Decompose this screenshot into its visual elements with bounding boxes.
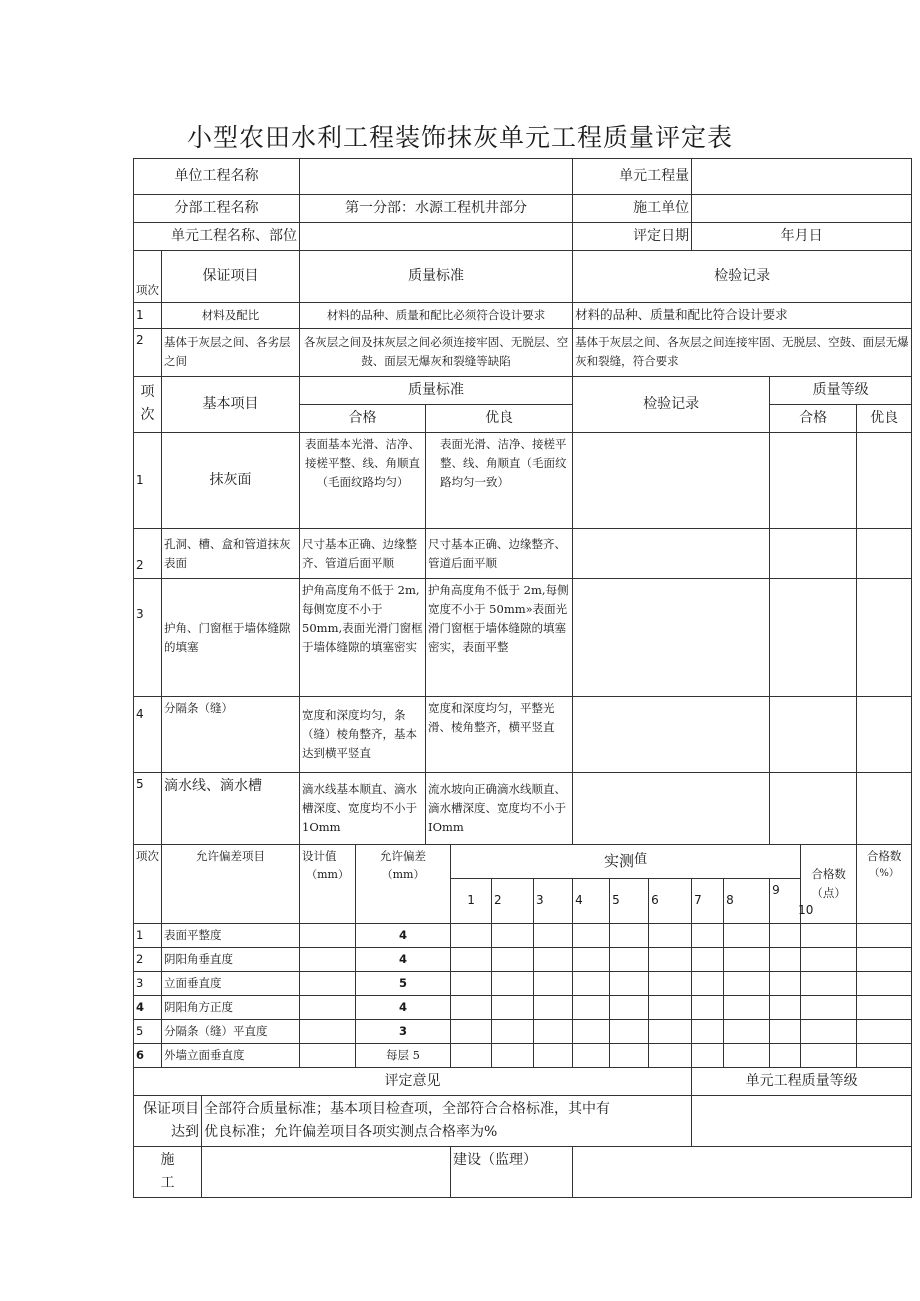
measured-cell[interactable] [649,923,692,947]
deviation-col-index: 项次 [134,845,162,924]
header-row-sub-project [134,195,912,223]
basic-good-standard: 表面光滑、洁净、接槎平整、线、角顺直（毛面纹路均匀一致） [426,433,573,529]
evaluation-opinion-text [202,1095,692,1146]
basic-grade-good[interactable] [857,697,912,773]
pass-rate-cell[interactable] [857,1043,912,1067]
basic-index: 3 [134,579,162,697]
basic-pass-standard: 护角高度角不低于 2m,每侧宽度不小于 50mm,表面光滑门窗框于墙体缝隙的填塞密实 [300,579,426,697]
deviation-col-measured-a: 实测 [604,852,635,871]
measured-cell[interactable] [692,923,724,947]
guarantee-row-2 [134,328,912,376]
guarantee-item: 材料及配比 [162,303,300,329]
measured-cell[interactable] [649,947,692,971]
deviation-col-pass-rate [857,845,912,924]
measured-cell[interactable] [649,971,692,995]
deviation-index: 3 [134,971,162,995]
basic-row-3 [134,579,912,697]
measure-point-1: 1 [451,879,492,924]
guarantee-col-standard: 质量标准 [300,251,573,303]
basic-col-index: 项次 [134,376,162,432]
element-name-value[interactable] [300,223,573,251]
basic-col-good: 优良 [426,404,573,432]
construction-label-a: 施 [160,1151,175,1168]
evaluation-opinion-label: 评定意见 [134,1067,692,1095]
basic-item: 抹灰面 [162,433,300,529]
measure-point-7: 7 [692,879,724,924]
basic-pass-standard: 滴水线基本顺直、滴水槽深度、宽度均不小于 1Omm [300,773,426,845]
measured-cell[interactable] [534,947,573,971]
basic-record[interactable] [573,579,770,697]
guarantee-col-record: 检验记录 [573,251,912,303]
basic-good-standard: 宽度和深度均匀，平整光滑、棱角整齐，横平竖直 [426,697,573,773]
basic-row-4 [134,697,912,773]
basic-record[interactable] [573,433,770,529]
basic-grade-pass[interactable] [770,697,857,773]
pass-count-cell[interactable] [801,1019,857,1043]
basic-record[interactable] [573,529,770,579]
guarantee-row-1 [134,303,912,329]
guarantee-record: 材料的品种、质量和配比符合设计要求 [573,303,912,329]
deviation-design-value[interactable] [300,1019,356,1043]
deviation-index: 5 [134,1019,162,1043]
basic-good-standard: 护角高度角不低于 2m,每侧宽度不小于 50mm»表面光滑门窗框于墙体缝隙的填塞密实，表面平整 [426,579,573,697]
guarantee-reach-label-a: 保证项目 [143,1100,199,1117]
guarantee-index: 1 [134,303,162,329]
measured-cell[interactable] [610,995,649,1019]
deviation-allow-value: 3 [356,1019,451,1043]
deviation-allow-value: 4 [356,947,451,971]
basic-record[interactable] [573,697,770,773]
measured-cell[interactable] [492,995,534,1019]
basic-grade-pass[interactable] [770,529,857,579]
deviation-col-design-unit: （mm） [306,867,349,881]
guarantee-index: 2 [134,328,162,376]
measured-cell[interactable] [451,923,492,947]
basic-grade-pass[interactable] [770,773,857,845]
header-row-element [134,223,912,251]
evaluation-opinion-row [134,1095,912,1146]
basic-item: 滴水线、滴水槽 [162,773,300,845]
deviation-design-value[interactable] [300,995,356,1019]
evaluation-opinion-line-2: 优良标准；允许偏差项目各项实测点合格率为% [204,1123,498,1140]
deviation-col-pass-rate-unit: （%） [869,867,899,879]
measured-cell[interactable] [451,1043,492,1067]
measured-cell[interactable] [770,995,801,1019]
deviation-item: 分隔条（缝）平直度 [162,1019,300,1043]
evaluation-header-row [134,1067,912,1095]
guarantee-reach-label-b: 达到 [171,1123,199,1140]
measured-cell[interactable] [492,947,534,971]
pass-count-cell[interactable] [801,995,857,1019]
deviation-row-6 [134,1043,912,1067]
deviation-col-allow [356,845,451,924]
deviation-row-3 [134,971,912,995]
measured-cell[interactable] [451,1019,492,1043]
element-name-label: 单元工程名称、部位 [134,223,300,251]
deviation-design-value[interactable] [300,947,356,971]
measured-cell[interactable] [692,947,724,971]
measured-cell[interactable] [534,923,573,947]
measured-cell[interactable] [724,1019,770,1043]
measured-cell[interactable] [724,971,770,995]
basic-grade-good[interactable] [857,433,912,529]
deviation-index: 2 [134,947,162,971]
measured-cell[interactable] [610,971,649,995]
pass-count-cell[interactable] [801,971,857,995]
measured-cell[interactable] [534,1043,573,1067]
basic-col-grade-pass: 合格 [770,404,857,432]
measured-cell[interactable] [492,1043,534,1067]
construction-unit-value[interactable] [692,195,912,223]
deviation-design-value[interactable] [300,1043,356,1067]
measured-cell[interactable] [649,995,692,1019]
measured-cell[interactable] [770,923,801,947]
deviation-col-pass-count-unit: （点） [811,885,846,900]
measured-cell[interactable] [492,923,534,947]
deviation-item: 阴阳角垂直度 [162,947,300,971]
basic-item: 分隔条（缝） [162,697,300,773]
measured-cell[interactable] [610,923,649,947]
page-title: 小型农田水利工程装饰抹灰单元工程质量评定表 [186,123,733,152]
measured-cell[interactable] [573,995,610,1019]
basic-index: 2 [134,529,162,579]
basic-row-5 [134,773,912,845]
deviation-col-allow-text: 允许偏差 [380,849,427,863]
pass-count-cell[interactable] [801,923,857,947]
measured-cell[interactable] [573,1019,610,1043]
measured-cell[interactable] [724,995,770,1019]
measured-cell[interactable] [770,971,801,995]
deviation-col-pass-rate-text: 合格数 [866,849,902,863]
basic-grade-good[interactable] [857,579,912,697]
guarantee-record: 基体于灰层之间、各灰层之间连接牢固、无脱层、空鼓、面层无爆灰和裂缝，符合要求 [573,328,912,376]
supervision-signature[interactable] [573,1146,912,1197]
measured-cell[interactable] [573,1043,610,1067]
basic-col-grade-good: 优良 [857,404,912,432]
deviation-allow-value: 每层 5 [356,1043,451,1067]
measured-cell[interactable] [451,947,492,971]
measured-cell[interactable] [770,1019,801,1043]
basic-header-row-1 [134,376,912,404]
deviation-allow-value: 4 [356,923,451,947]
basic-row-2 [134,529,912,579]
pass-rate-cell[interactable] [857,923,912,947]
signature-row [134,1146,912,1197]
pass-count-cell[interactable] [801,1043,857,1067]
deviation-item: 表面平整度 [162,923,300,947]
pass-rate-cell[interactable] [857,1019,912,1043]
construction-label [134,1146,202,1197]
measured-cell[interactable] [724,947,770,971]
measure-point-2: 2 [492,879,534,924]
measured-cell[interactable] [451,971,492,995]
deviation-col-design [300,845,356,924]
quality-evaluation-table [133,158,912,1198]
basic-col-grade: 质量等级 [770,376,912,404]
basic-pass-standard: 宽度和深度均匀，条（缝）棱角整齐，基本达到横平竖直 [300,697,426,773]
measure-point-4: 4 [573,879,610,924]
basic-grade-good[interactable] [857,773,912,845]
construction-unit-label: 施工单位 [573,195,692,223]
basic-pass-standard: 尺寸基本正确、边缘整齐、管道后面平顺 [300,529,426,579]
measured-cell[interactable] [610,1019,649,1043]
deviation-item: 阴阳角方正度 [162,995,300,1019]
measure-point-9-10 [770,879,814,924]
unit-work-qty-value[interactable] [692,159,912,195]
eval-date-label: 评定日期 [573,223,692,251]
guarantee-col-index: 项次 [134,251,162,303]
deviation-col-measured [451,845,801,879]
measured-cell[interactable] [492,971,534,995]
measured-cell[interactable] [610,1043,649,1067]
guarantee-header-row [134,251,912,303]
measured-cell[interactable] [692,971,724,995]
deviation-col-design-text: 设计值 [302,849,337,863]
measured-cell[interactable] [534,995,573,1019]
deviation-design-value[interactable] [300,971,356,995]
header-row-unit-project [134,159,912,195]
basic-index: 5 [134,773,162,845]
pass-rate-cell[interactable] [857,971,912,995]
basic-good-standard: 流水坡向正确滴水线顺直、滴水槽深度、宽度均不小于 IOmm [426,773,573,845]
measure-point-6: 6 [649,879,692,924]
evaluation-opinion-line-1: 全部符合质量标准；基本项目检查项，全部符合合格标准，其中有 [204,1100,610,1117]
measured-cell[interactable] [649,1019,692,1043]
measured-cell[interactable] [492,1019,534,1043]
construction-label-b: 工 [160,1174,175,1191]
measured-cell[interactable] [451,995,492,1019]
measured-cell[interactable] [534,1019,573,1043]
deviation-col-allow-unit: （mm） [381,867,425,881]
measure-point-8: 8 [724,879,770,924]
deviation-header-row-1 [134,845,912,879]
measure-point-5: 5 [610,879,649,924]
deviation-col-measured-b: 值 [634,852,648,868]
basic-index: 4 [134,697,162,773]
basic-col-standard: 质量标准 [300,376,573,404]
supervision-label: 建设（监理） [451,1146,573,1197]
basic-index: 1 [134,433,162,529]
basic-col-item: 基本项目 [162,376,300,432]
measured-cell[interactable] [573,947,610,971]
basic-grade-pass[interactable] [770,579,857,697]
deviation-col-pass-count-text: 合格数 [811,866,846,881]
deviation-row-1 [134,923,912,947]
measure-point-10: 10 [798,902,814,917]
measured-cell[interactable] [692,995,724,1019]
measured-cell[interactable] [573,923,610,947]
eval-date-value: 年月日 [692,223,912,251]
sub-project-label: 分部工程名称 [134,195,300,223]
deviation-item: 立面垂直度 [162,971,300,995]
measured-cell[interactable] [692,1043,724,1067]
deviation-index: 6 [134,1043,162,1067]
basic-grade-good[interactable] [857,529,912,579]
guarantee-standard: 材料的品种、质量和配比必须符合设计要求 [300,303,573,329]
deviation-index: 4 [134,995,162,1019]
measured-cell[interactable] [724,1043,770,1067]
measured-cell[interactable] [573,971,610,995]
measured-cell[interactable] [770,1043,801,1067]
deviation-item: 外墙立面垂直度 [162,1043,300,1067]
deviation-allow-value: 5 [356,971,451,995]
deviation-row-2 [134,947,912,971]
guarantee-item: 基体于灰层之间、各劣层之间 [162,328,300,376]
basic-grade-pass[interactable] [770,433,857,529]
measure-point-3: 3 [534,879,573,924]
deviation-row-4 [134,995,912,1019]
basic-good-standard: 尺寸基本正确、边缘整齐、管道后面平顺 [426,529,573,579]
guarantee-standard: 各灰层之间及抹灰层之间必须连接牢固、无脱层、空鼓、面层无爆灰和裂缝等缺陷 [300,328,573,376]
basic-row-1 [134,433,912,529]
deviation-row-5 [134,1019,912,1043]
deviation-col-item: 允许偏差项目 [162,845,300,924]
guarantee-reach-label [134,1095,202,1146]
basic-col-record: 检验记录 [573,376,770,432]
measured-cell[interactable] [770,947,801,971]
unit-work-qty-label: 单元工程量 [573,159,692,195]
deviation-design-value[interactable] [300,923,356,947]
construction-signature[interactable] [202,1146,451,1197]
deviation-index: 1 [134,923,162,947]
pass-count-cell[interactable] [801,947,857,971]
basic-col-pass: 合格 [300,404,426,432]
measured-cell[interactable] [610,947,649,971]
measure-point-9: 9 [772,883,780,897]
unit-project-label: 单位工程名称 [134,159,300,195]
guarantee-col-item: 保证项目 [162,251,300,303]
unit-project-value[interactable] [300,159,573,195]
sub-project-value: 第一分部：水源工程机井部分 [300,195,573,223]
evaluation-grade-label: 单元工程质量等级 [692,1067,912,1095]
basic-pass-standard: 表面基本光滑、洁净、接槎平整、线、角顺直（毛面纹路均匀） [300,433,426,529]
evaluation-grade-value[interactable] [692,1095,912,1146]
basic-record[interactable] [573,773,770,845]
basic-item: 孔洞、槽、盒和管道抹灰表面 [162,529,300,579]
measured-cell[interactable] [692,1019,724,1043]
deviation-allow-value: 4 [356,995,451,1019]
measured-cell[interactable] [649,1043,692,1067]
pass-rate-cell[interactable] [857,995,912,1019]
basic-item: 护角、门窗框于墙体缝隙的填塞 [162,579,300,697]
measured-cell[interactable] [534,971,573,995]
pass-rate-cell[interactable] [857,947,912,971]
measured-cell[interactable] [724,923,770,947]
